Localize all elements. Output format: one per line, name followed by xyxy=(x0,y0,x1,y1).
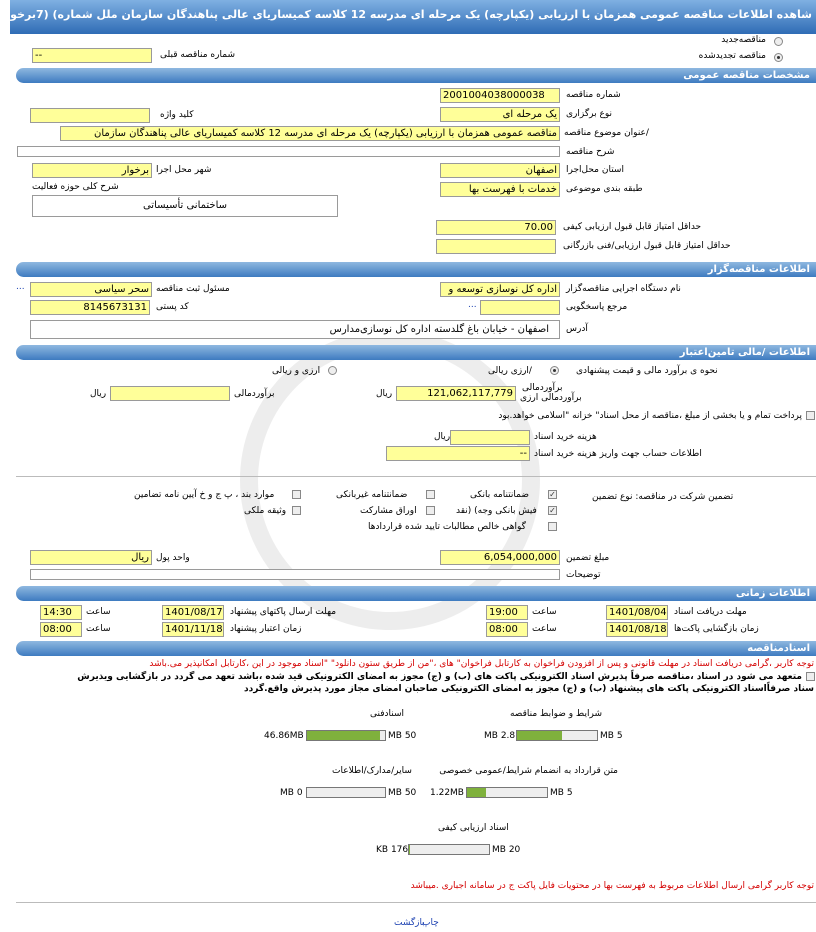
financial-section-header: اطلاعات /مالی تامین‌اعتبار xyxy=(16,345,816,360)
contract-claims-checkbox[interactable] xyxy=(548,522,557,531)
documents-section-header: اسنادمناقصه xyxy=(16,641,816,656)
tender-kind-field[interactable]: یک مرحله ای xyxy=(440,107,560,122)
address-label: آدرس xyxy=(566,324,588,334)
fx-estimate-label: برآوردمالی ارزی xyxy=(520,393,582,403)
doc-other-progress xyxy=(306,787,386,798)
submit-time-label: ساعت xyxy=(86,607,111,617)
validity-date[interactable]: 1401/11/18 xyxy=(162,622,224,637)
doc-technical-label: اسنادفنی xyxy=(370,709,405,719)
responsible-person-label: مسئول ثبت مناقصه xyxy=(156,284,230,294)
keyword-label: کلید واژه xyxy=(160,110,194,120)
tender-description-field[interactable] xyxy=(17,146,560,157)
fx-currency-label: ریال xyxy=(90,389,107,399)
keyword-field[interactable] xyxy=(30,108,150,123)
document-cost-field[interactable] xyxy=(450,430,530,445)
rial-option-label: /ارزی ریالی xyxy=(488,366,532,376)
city-field[interactable]: برخوار xyxy=(32,163,152,178)
tender-number-field[interactable]: 2001004038000038 xyxy=(440,88,560,103)
doc-technical-max: 50 MB xyxy=(388,731,417,741)
doc-contract-progress xyxy=(466,787,548,798)
category-field[interactable]: خدمات با فهرست بها xyxy=(440,182,560,197)
price-list-notice: توجه کاربر گرامی ارسال اطلاعات مربوط به فهرست بها در محتویات فایل پاکت ج در سامانه اجباری .میباشد xyxy=(410,881,814,891)
print-link[interactable]: چاپ xyxy=(422,918,439,928)
doc-terms-max: 5 MB xyxy=(600,731,623,741)
document-cost-label: هزینه خرید اسناد xyxy=(534,432,597,442)
new-tender-radio[interactable] xyxy=(774,37,783,46)
bank-guarantee-label: ضمانتنامه بانکی xyxy=(470,490,529,500)
min-business-score-field[interactable] xyxy=(436,239,556,254)
activity-label: شرح کلی حوزه فعالیت xyxy=(32,182,119,192)
province-field[interactable]: اصفهان xyxy=(440,163,560,178)
back-link[interactable]: بازگشت xyxy=(394,918,425,928)
organization-label: نام دستگاه اجرایی مناقصه‌گزار xyxy=(566,284,681,294)
divider xyxy=(16,476,816,477)
participation-bonds-checkbox[interactable] xyxy=(426,506,435,515)
submit-deadline-label: مهلت ارسال پاکتهای پیشنهاد xyxy=(230,607,337,617)
receive-time-label: ساعت xyxy=(532,607,557,617)
submit-deadline-date[interactable]: 1401/08/17 xyxy=(162,605,224,620)
download-notice: توجه کاربر ،گرامی دریافت اسناد در مهلت قانونی و پس از افزودن فراخوان به کارتابل فراخوان" های ،"من از طریق ستون دانلود" "اسناد موجود در این ،کارتابل امکانپذیر می.باشد xyxy=(149,659,814,669)
responsible-person-field[interactable]: سحر سیاسی xyxy=(30,282,152,297)
guarantee-amount-label: مبلغ تضمین xyxy=(566,553,610,563)
organizer-section-header: اطلاعات مناقصه‌گزار xyxy=(16,262,816,277)
doc-quality-label: اسناد ارزیابی کیفی xyxy=(438,823,509,833)
property-collateral-label: وثیقه ملکی xyxy=(244,506,287,516)
address-field[interactable]: اصفهان - خیابان باغ گلدسته اداره کل نوسازی‌مدارس xyxy=(30,320,560,339)
opening-time[interactable]: 08:00 xyxy=(486,622,528,637)
activity-field[interactable]: ساختمانی تأسیساتی xyxy=(32,195,338,217)
postal-code-field[interactable]: 8145673131 xyxy=(30,300,150,315)
doc-terms-label: شرایط و ضوابط مناقصه xyxy=(509,709,602,719)
rial-currency-label: ریال xyxy=(376,389,393,399)
doc-contract-size: 1.22MB xyxy=(430,788,464,798)
doc-technical-progress xyxy=(306,730,386,741)
tender-subject-label: /عنوان موضوع مناقصه xyxy=(564,128,649,138)
property-collateral-checkbox[interactable] xyxy=(292,506,301,515)
doc-contract-max: 5 MB xyxy=(550,788,573,798)
contract-claims-label: گواهی خالص مطالبات تایید شده قراردادها xyxy=(368,522,526,532)
validity-time-label: ساعت xyxy=(86,624,111,634)
currency-unit-label: واحد پول xyxy=(156,553,190,563)
receive-deadline-date[interactable]: 1401/08/04 xyxy=(606,605,668,620)
fx-estimate-label-secondary: برآوردمالی xyxy=(234,389,275,399)
nonbank-guarantee-checkbox[interactable] xyxy=(426,490,435,499)
validity-time[interactable]: 08:00 xyxy=(40,622,82,637)
regulation-items-checkbox[interactable] xyxy=(292,490,301,499)
previous-tender-number-label: شماره مناقصه قبلی xyxy=(160,50,235,60)
min-quality-score-label: حداقل امتیاز قابل قبول ارزیابی کیفی xyxy=(563,222,702,232)
tender-subject-field[interactable]: مناقصه عمومی همزمان با ارزیابی (یکپارچه) یک مرحله ای مدرسه 12 کلاسه کمیساریای عالی پناهندگان سازمان xyxy=(60,126,560,141)
opening-time-label: ساعت xyxy=(532,624,557,634)
previous-tender-number-field[interactable]: -- xyxy=(32,48,152,63)
footer-divider xyxy=(16,902,816,903)
document-cost-currency: ریال xyxy=(434,432,451,442)
notes-label: توضیحات xyxy=(566,570,601,580)
rial-estimate-label: برآوردمالی xyxy=(522,383,563,393)
tender-description-label: شرح مناقصه xyxy=(566,147,615,157)
doc-terms-progress xyxy=(516,730,598,741)
province-label: استان محل‌اجرا xyxy=(566,165,624,175)
cash-deposit-label: فیش بانکی وجه) (نقد xyxy=(456,506,537,516)
fx-option-radio[interactable] xyxy=(328,366,337,375)
timing-section-header: اطلاعات زمانی xyxy=(16,586,816,601)
participation-bonds-label: اوراق مشارکت xyxy=(360,506,417,516)
cash-deposit-checkbox[interactable]: ✓ xyxy=(549,506,556,515)
reply-reference-more-link[interactable]: ... xyxy=(468,300,477,310)
new-tender-label: مناقصه‌جدید xyxy=(721,35,766,45)
reply-reference-field[interactable] xyxy=(480,300,560,315)
postal-code-label: کد پستی xyxy=(156,302,189,312)
renewed-tender-radio[interactable] xyxy=(774,53,783,62)
doc-quality-max: 20 MB xyxy=(492,845,521,855)
currency-unit-field[interactable]: ریال xyxy=(30,550,152,565)
page-title: شاهده اطلاعات مناقصه عمومی همزمان با ارزیابی (یکپارچه) یک مرحله ای مدرسه 12 کلاسه کمیساریای عالی پناهندگان سازمان ملل شماره) (7برخوار xyxy=(10,0,816,34)
guarantee-amount-field[interactable]: 6,054,000,000 xyxy=(440,550,560,565)
doc-contract-label: متن قرارداد به انضمام شرایط/عمومی خصوصی xyxy=(439,766,618,776)
nonbank-guarantee-label: ضمانتنامه غیربانکی xyxy=(336,490,408,500)
notes-field[interactable] xyxy=(30,569,560,580)
reply-reference-label: مرجع پاسخگویی xyxy=(566,302,628,312)
doc-other-size: 0 MB xyxy=(280,788,303,798)
validity-label: زمان اعتبار پیشنهاد xyxy=(230,624,302,634)
estimate-method-label: نحوه ی برآورد مالی و قیمت پیشنهادی xyxy=(576,366,718,376)
receive-deadline-label: مهلت دریافت اسناد xyxy=(674,607,747,617)
opening-label: زمان بازگشایی پاکت‌ها xyxy=(674,624,759,634)
rial-option-radio[interactable] xyxy=(550,366,559,375)
organization-more-link[interactable]: ... xyxy=(16,282,25,292)
doc-quality-size: 176 KB xyxy=(376,845,409,855)
commitment-text-line1: متعهد می شود در اسناد ،مناقصه صرفاً پذیرش اسناد الکترونیکی پاکت های (ب) و (ج) مجوز به امضای الکترونیکی قید شده ،باشد تعهد می گردد در بازگشایی ویذیرش xyxy=(77,672,802,682)
commitment-text-line2: سناد صرفاًاسناد الکترونیکی پاکت های پیشنهاد (ب) و (ج) مجوز به امضای الکترونیکی صاحبان امضای مجاز مورد پذیرش واقع.گردد xyxy=(244,684,814,694)
commitment-checkbox[interactable] xyxy=(806,672,815,681)
receive-deadline-time[interactable]: 19:00 xyxy=(486,605,528,620)
fx-option-label: ارزی و ریالی xyxy=(272,366,321,376)
doc-other-label: سایر/مدارک/اطلاعات xyxy=(332,766,412,776)
fx-estimate-field[interactable] xyxy=(110,386,230,401)
bank-account-label: اطلاعات حساب جهت واریز هزینه خرید اسناد xyxy=(534,449,702,459)
guarantee-type-label: تضمین شرکت در مناقصه: نوع تضمین xyxy=(592,492,734,502)
opening-date[interactable]: 1401/08/18 xyxy=(606,622,668,637)
tender-kind-label: نوع برگزاری xyxy=(566,109,612,119)
city-label: شهر محل اجرا xyxy=(156,165,212,175)
bank-account-field[interactable]: -- xyxy=(386,446,530,461)
doc-technical-size: 46.86MB xyxy=(264,731,304,741)
regulation-items-label: موارد بند ، پ ج و خ آیین نامه تضامین xyxy=(134,490,275,500)
renewed-tender-label: مناقصه تجدیدشده xyxy=(698,51,766,61)
doc-terms-size: 2.8 MB xyxy=(484,731,516,741)
treasury-payment-checkbox[interactable] xyxy=(806,411,815,420)
rial-estimate-field[interactable]: 121,062,117,779 xyxy=(396,386,516,401)
submit-deadline-time[interactable]: 14:30 xyxy=(40,605,82,620)
treasury-payment-note: پرداخت تمام و یا بخشی از مبلغ ،مناقصه از محل اسناد" خزانه "اسلامی خواهد.بود xyxy=(498,411,802,421)
min-business-score-label: حداقل امتیاز قابل قبول ارزیابی/فنی بازرگانی xyxy=(563,241,731,251)
doc-other-max: 50 MB xyxy=(388,788,417,798)
organization-field[interactable]: اداره کل نوسازی توسعه و xyxy=(440,282,560,297)
tender-number-label: شماره مناقصه xyxy=(566,90,621,100)
bank-guarantee-checkbox[interactable]: ✓ xyxy=(549,490,556,499)
doc-quality-progress xyxy=(408,844,490,855)
general-section-header: مشخصات مناقصه عمومی xyxy=(16,68,816,83)
min-quality-score-field[interactable]: 70.00 xyxy=(436,220,556,235)
category-label: طبقه بندی موضوعی xyxy=(566,184,643,194)
